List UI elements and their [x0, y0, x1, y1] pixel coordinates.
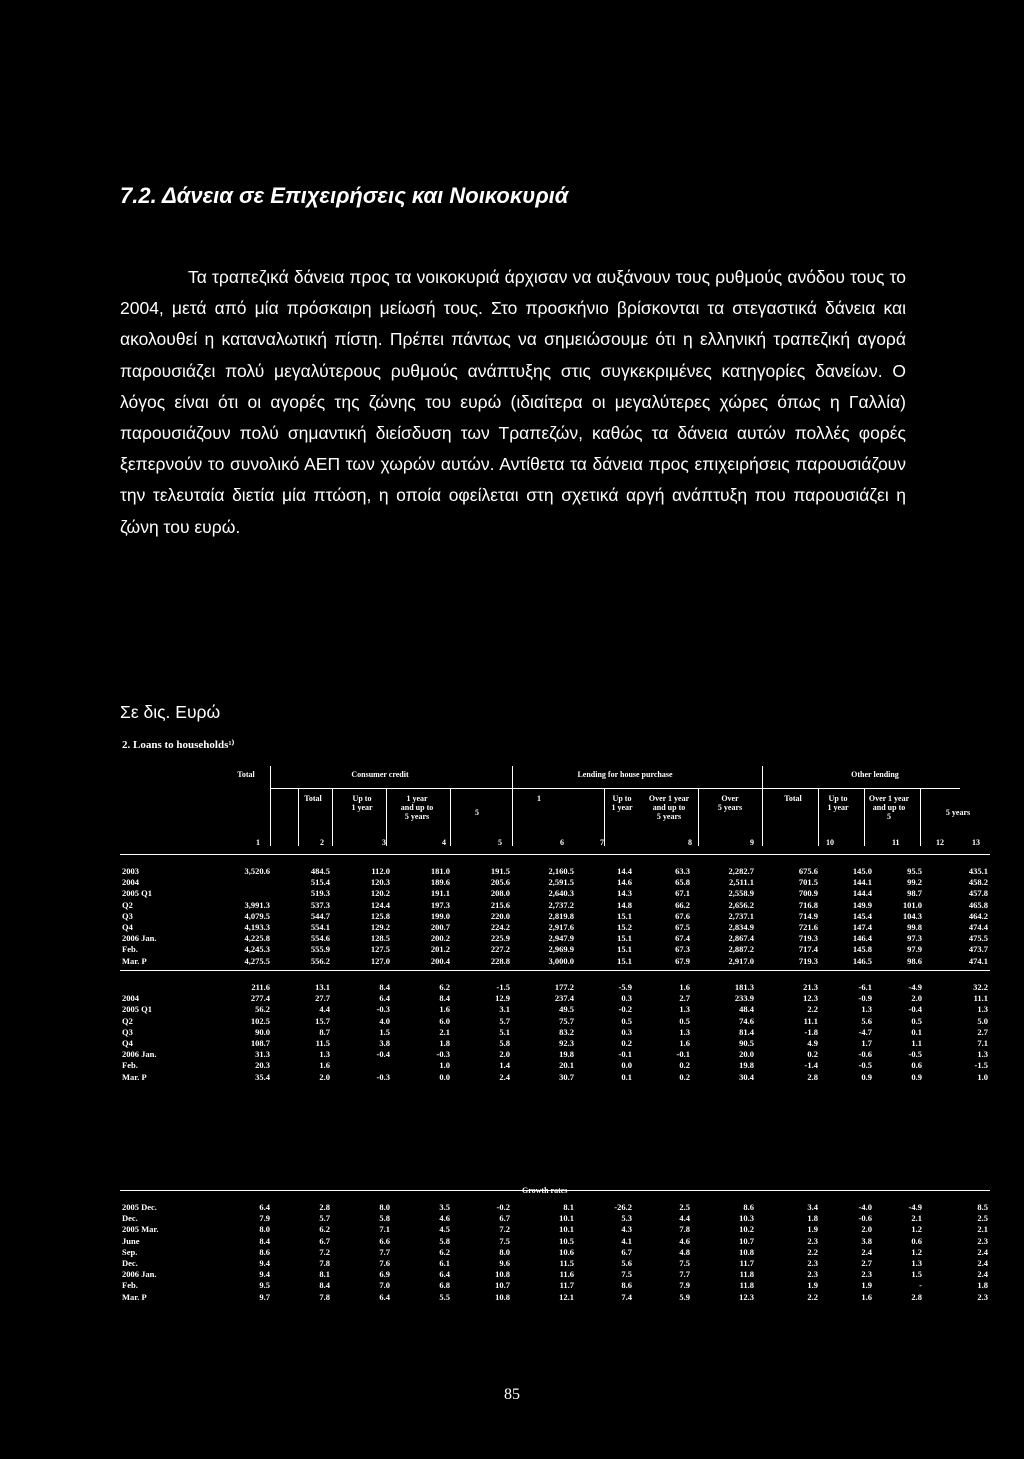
table-row: 2004 277.4 27.7 6.4 8.4 12.9 237.4 0.3 2.7 233.9 12.3 -0.9 2.0 11.1: [122, 993, 988, 1004]
rule: [450, 788, 451, 846]
table-row: Q3 4,079.5 544.7 125.8 199.0 220.0 2,819.8 15.1 67.6 2,737.1 714.9 145.4 104.3 464.2: [122, 910, 988, 921]
subheader-consumer-1-to-5: 1 year and up to 5 years: [400, 794, 434, 821]
rule: [698, 788, 699, 846]
table-row: Feb. 20.3 1.6 1.0 1.4 20.1 0.0 0.2 19.8 -1.4 -0.5 0.6 -1.5: [122, 1060, 988, 1071]
table-row: 2006 Jan. 9.4 8.1 6.9 6.4 10.8 11.6 7.5 7.7 11.8 2.3 2.3 1.5 2.4: [122, 1269, 988, 1280]
subheader-home-up-to-1: Up to 1 year: [611, 794, 633, 812]
header-lending-home: Lending for house purchase: [577, 770, 673, 779]
subheader-consumer-up-to-1: Up to 1 year: [351, 794, 373, 812]
table-title: 2. Loans to households¹⁾: [122, 739, 235, 751]
rule: [762, 766, 763, 846]
body-paragraph: Τα τραπεζικά δάνεια προς τα νοικοκυριά άρχισαν να αυξάνουν τους ρυθμούς ανόδου τους το 2004, μετά από μία πρόσκαιρη μείωσή τους. Στο προσκήνιο βρίσκονται τα στεγαστικά δάνεια και ακολουθεί η καταναλωτική πίστη. Πρέπει πάντως να σημειώσουμε ότι η ελληνική τραπεζική αγορά παρουσιάζει πολύ μεγαλύτερους ρυθμούς ανάπτυξης στις συγκεκριμένες κατηγορίες δανείων. Ο λόγος είναι ότι οι αγορές της ζώνης του ευρώ (ιδιαίτερα οι μεγαλύτερες χώρες όπως η Γαλλία) παρουσιάζουν πολύ σημαντική διείσδυση των Τραπεζών, καθώς τα δάνεια αυτών πολλές φορές ξεπερνούν το συνολικό ΑΕΠ των χωρών αυτών. Αντίθετα τα δάνεια προς επιχειρήσεις παρουσιάζουν την τελευταία διετία μία πτώση, η οποία οφείλεται στη σχετικά αργή ανάπτυξη που παρουσιάζει η ζώνη του ευρώ.: [120, 267, 906, 537]
col-number: 5: [498, 838, 502, 847]
subheader-home-total: 1: [537, 794, 541, 803]
table-row: Mar. P 9.7 7.8 6.4 5.5 10.8 12.1 7.4 5.9 12.3 2.2 1.6 2.8 2.3: [122, 1291, 988, 1302]
page-number: 85: [504, 1386, 520, 1403]
header-total: Total: [237, 770, 255, 779]
table-row: 2005 Mar. 8.0 6.2 7.1 4.5 7.2 10.1 4.3 7.8 10.2 1.9 2.0 1.2 2.1: [122, 1224, 988, 1235]
header-consumer-credit: Consumer credit: [351, 770, 409, 779]
header-other-lending: Other lending: [851, 770, 899, 779]
rule: [270, 766, 271, 846]
rule: [864, 788, 865, 846]
table-row: Mar. P 4,275.5 556.2 127.0 200.4 228.8 3,000.0 15.1 67.9 2,917.0 719.3 146.5 98.6 474.1: [122, 955, 988, 966]
subheader-consumer-total: Total: [304, 794, 322, 803]
table-row: Q4 108.7 11.5 3.8 1.8 5.8 92.3 0.2 1.6 90.5 4.9 1.7 1.1 7.1: [122, 1038, 988, 1049]
rule: [604, 788, 605, 846]
table-row: 2005 Q1 519.3 120.2 191.1 208.0 2,640.3 14.3 67.1 2,558.9 700.9 144.4 98.7 457.8: [122, 888, 988, 899]
col-number: 3: [382, 838, 386, 847]
loans-table: [120, 758, 990, 1302]
rule: [920, 788, 921, 846]
unit-label: Σε δις. Ευρώ: [120, 702, 221, 722]
table-row: Feb. 9.5 8.4 7.0 6.8 10.7 11.7 8.6 7.9 11.8 1.9 1.9 - 1.8: [122, 1280, 988, 1291]
table-row: Feb. 4,245.3 555.9 127.5 201.2 227.2 2,969.9 15.1 67.3 2,887.2 717.4 145.8 97.9 473.7: [122, 944, 988, 955]
table-row: Mar. P 35.4 2.0 -0.3 0.0 2.4 30.7 0.1 0.2 30.4 2.8 0.9 0.9 1.0: [122, 1071, 988, 1082]
table-row: 2004 515.4 120.3 189.6 205.6 2,591.5 14.6 65.8 2,511.1 701.5 144.1 99.2 458.2: [122, 877, 988, 888]
col-number: 12: [936, 838, 944, 847]
col-number: 13: [972, 838, 980, 847]
subheader-other-up-to-1: Up to 1 year: [827, 794, 849, 812]
col-number: 7: [600, 838, 604, 847]
table-row: 2005 Q1 56.2 4.4 -0.3 1.6 3.1 49.5 -0.2 1.3 48.4 2.2 1.3 -0.4 1.3: [122, 1004, 988, 1015]
col-number: 11: [892, 838, 900, 847]
table-levels: [120, 866, 990, 967]
table-row: 2005 Dec. 6.4 2.8 8.0 3.5 -0.2 8.1 -26.2 2.5 8.6 3.4 -4.0 -4.9 8.5: [122, 1202, 988, 1212]
rule: [270, 788, 960, 789]
col-number: 8: [688, 838, 692, 847]
rule: [120, 970, 990, 971]
table-growth-rates: [120, 1202, 990, 1303]
col-number: 9: [750, 838, 754, 847]
table-row: Dec. 9.4 7.8 7.6 6.1 9.6 11.5 5.6 7.5 11.7 2.3 2.7 1.3 2.4: [122, 1258, 988, 1269]
col-number: 4: [442, 838, 446, 847]
table-row: Q4 4,193.3 554.1 129.2 200.7 224.2 2,917.6 15.2 67.5 2,834.9 721.6 147.4 99.8 474.4: [122, 922, 988, 933]
rule: [818, 788, 819, 846]
table-row: Q3 90.0 8.7 1.5 2.1 5.1 83.2 0.3 1.3 81.4 -1.8 -4.7 0.1 2.7: [122, 1026, 988, 1037]
subheader-home-1-to-5: Over 1 year and up to 5 years: [648, 794, 690, 821]
rule: [120, 854, 990, 855]
subheader-other-total: Total: [784, 794, 802, 803]
col-number: 2: [320, 838, 324, 847]
subheader-other-over-5: 5 years: [945, 808, 971, 817]
rule: [512, 766, 513, 846]
table-row: 2006 Jan. 4,225.8 554.6 128.5 200.2 225.9 2,947.9 15.1 67.4 2,867.4 719.3 146.4 97.3 475.5: [122, 933, 988, 944]
table-row: Sep. 8.6 7.2 7.7 6.2 8.0 10.6 6.7 4.8 10.8 2.2 2.4 1.2 2.4: [122, 1246, 988, 1257]
col-number: 6: [560, 838, 564, 847]
table-row: Q2 3,991.3 537.3 124.4 197.3 215.6 2,737.2 14.8 66.2 2,656.2 716.8 149.9 101.0 465.8: [122, 899, 988, 910]
table-row: June 8.4 6.7 6.6 5.8 7.5 10.5 4.1 4.6 10.7 2.3 3.8 0.6 2.3: [122, 1235, 988, 1246]
col-number: 10: [826, 838, 834, 847]
table-row: 2003 3,520.6 484.5 112.0 181.0 191.5 2,160.5 14.4 63.3 2,282.7 675.6 145.0 95.5 435.1: [122, 866, 988, 876]
rule: [332, 788, 333, 846]
table-row: 211.6 13.1 8.4 6.2 -1.5 177.2 -5.9 1.6 181.3 21.3 -6.1 -4.9 32.2: [251, 982, 988, 992]
table-flows: [120, 982, 990, 1083]
subheader-other-1-to-5: Over 1 year and up to 5: [868, 794, 910, 821]
subheader-home-over-5: Over 5 years: [717, 794, 743, 812]
subheader-consumer-over-5: 5: [475, 808, 479, 817]
growth-rates-label: Growth rates: [522, 1186, 568, 1195]
rule: [298, 788, 299, 846]
table-row: Q2 102.5 15.7 4.0 6.0 5.7 75.7 0.5 0.5 74.6 11.1 5.6 0.5 5.0: [122, 1015, 988, 1026]
table-row: Dec. 7.9 5.7 5.8 4.6 6.7 10.1 5.3 4.4 10.3 1.8 -0.6 2.1 2.5: [122, 1213, 988, 1224]
col-number: 1: [256, 838, 260, 847]
section-heading: 7.2. Δάνεια σε Επιχειρήσεις και Νοικοκυριά: [120, 183, 569, 208]
table-row: 2006 Jan. 31.3 1.3 -0.4 -0.3 2.0 19.8 -0.1 -0.1 20.0 0.2 -0.6 -0.5 1.3: [122, 1049, 988, 1060]
rule: [386, 788, 387, 846]
